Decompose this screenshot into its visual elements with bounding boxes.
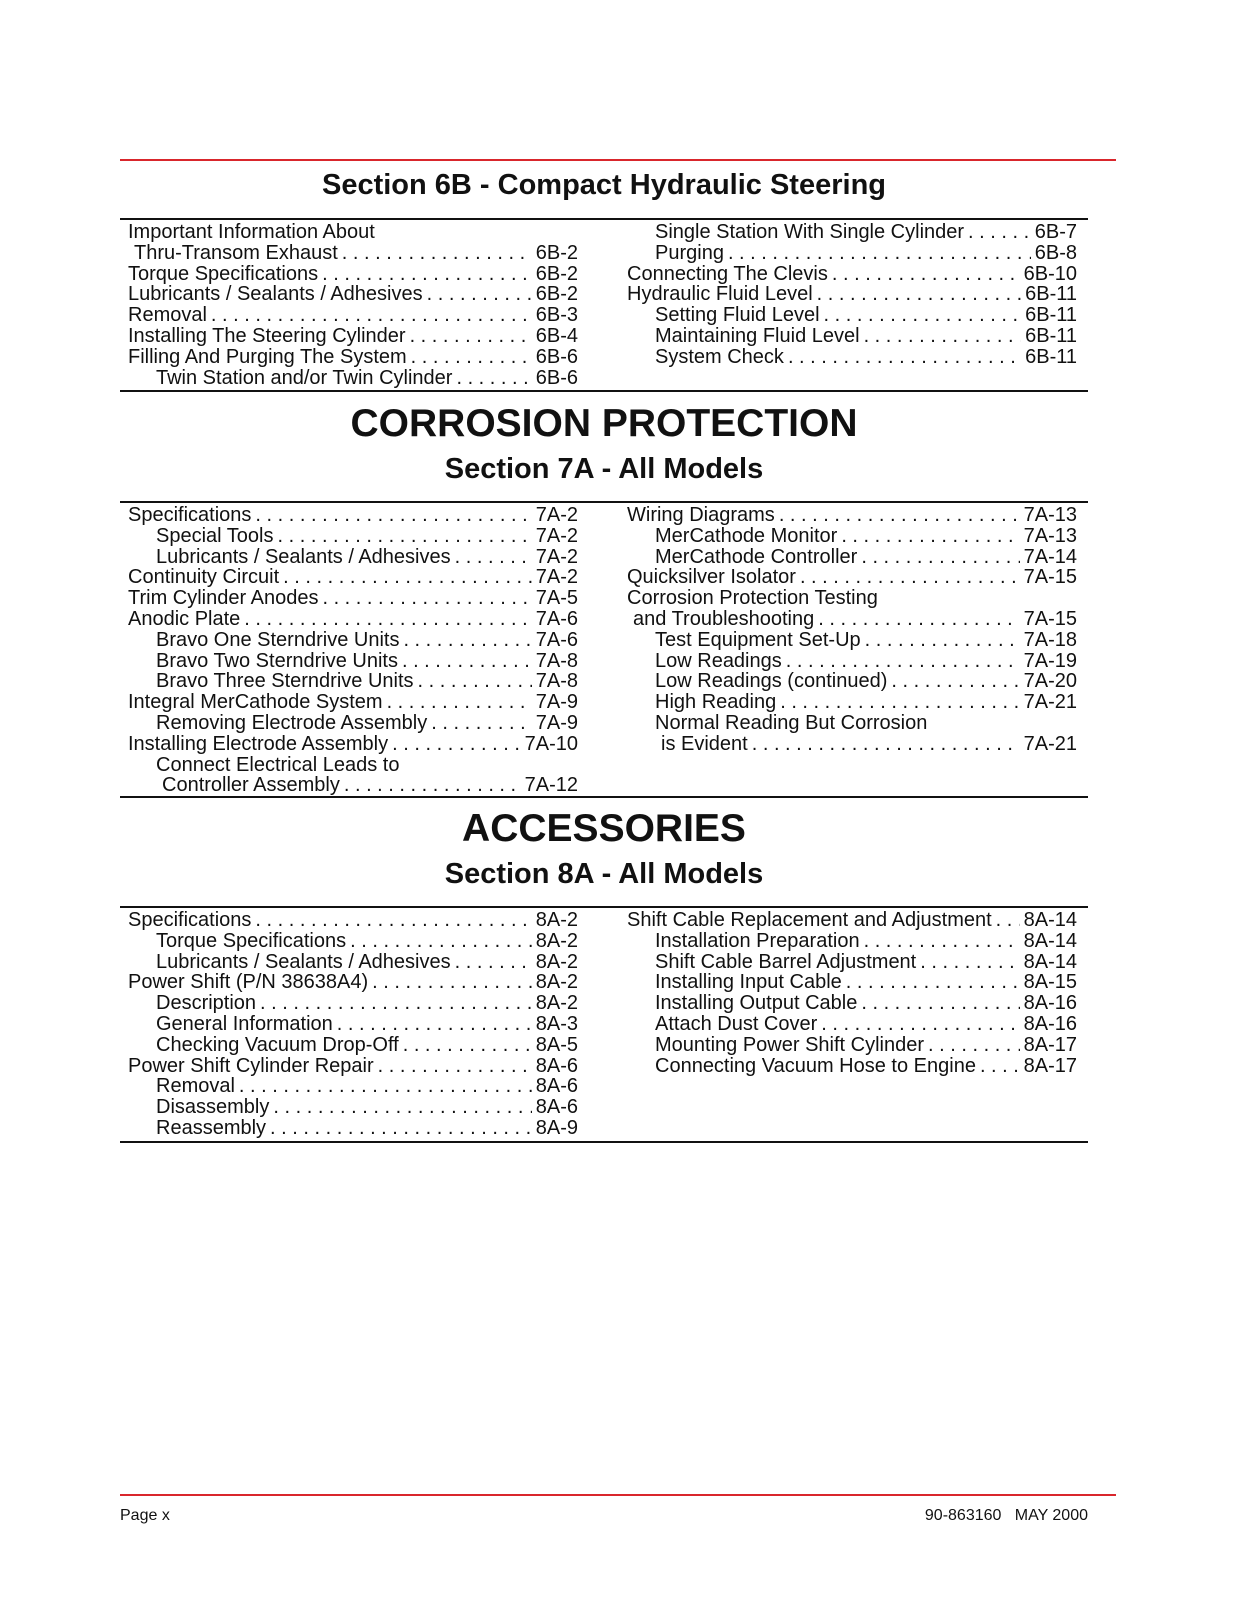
dot-leader [387,692,532,713]
section-8a-right-column [627,910,1077,1076]
toc-entry [128,547,578,568]
toc-entry-page: 8A-15 [1023,971,1077,994]
toc-entry-page: 7A-2 [535,566,578,589]
toc-entry-page: 7A-6 [535,628,578,651]
toc-entry-title: Removal [156,1075,235,1098]
toc-entry-page: 7A-9 [535,691,578,714]
dot-leader [864,931,1020,952]
toc-entry-page: 7A-6 [535,607,578,630]
toc-entry [128,1056,578,1077]
toc-entry-title: General Information [156,1012,333,1035]
toc-entry-title: and Troubleshooting [633,607,815,630]
toc-entry [128,755,578,776]
toc-entry [128,1035,578,1056]
dot-leader [861,993,1019,1014]
dot-leader [344,775,521,796]
toc-entry-page: 6B-4 [535,324,578,347]
toc-entry-page: 8A-9 [535,1116,578,1139]
toc-entry [627,734,1077,755]
toc-entry-title: Anodic Plate [128,607,241,630]
toc-entry-page: 6B-6 [535,345,578,368]
toc-entry-title: Power Shift (P/N 38638A4) [128,971,369,994]
section-6b-title: Section 6B - Compact Hydraulic Steering [321,169,886,201]
dot-leader [411,347,532,368]
toc-entry-title: Installing Electrode Assembly [128,732,389,755]
toc-entry-title: Installing Output Cable [655,992,858,1015]
toc-entry [128,972,578,993]
dot-leader [455,952,532,973]
toc-entry [627,972,1077,993]
toc-entry [128,1097,578,1118]
dot-leader [928,1035,1020,1056]
toc-entry-title: Bravo One Sterndrive Units [156,628,400,651]
dot-leader [403,630,531,651]
dot-leader [322,588,531,609]
toc-entry-page: 8A-5 [535,1033,578,1056]
toc-entry-title: Lubricants / Sealants / Adhesives [156,950,451,973]
toc-entry-page: 7A-12 [524,774,578,797]
toc-entry [128,368,578,389]
dot-leader [864,326,1022,347]
dot-leader [277,526,531,547]
toc-entry-page: 6B-2 [535,283,578,306]
toc-entry-title: MerCathode Controller [655,545,858,568]
toc-entry-title: Disassembly [156,1096,270,1119]
toc-entry-title: is Evident [661,732,748,755]
toc-entry-page: 7A-9 [535,711,578,734]
toc-entry-title: High Reading [655,691,777,714]
dot-leader [891,671,1019,692]
toc-entry [128,243,578,264]
toc-entry-page: 8A-17 [1023,1054,1077,1077]
toc-entry-title: Attach Dust Cover [655,1012,818,1035]
toc-entry-title: Normal Reading But Corrosion [655,711,928,734]
section-6b-rule-top [120,218,1088,220]
toc-entry-title: Shift Cable Replacement and Adjustment [627,909,992,931]
toc-entry [128,1118,578,1139]
accessories-heading: ACCESSORIES [462,807,746,850]
toc-entry-title: Maintaining Fluid Level [655,324,860,347]
section-8a-rule-top [120,906,1088,908]
toc-entry-page: 6B-11 [1025,345,1077,368]
dot-leader [427,284,532,305]
toc-entry-page: 6B-11 [1025,324,1077,347]
toc-entry-title: Test Equipment Set-Up [655,628,861,651]
toc-entry-title: Lubricants / Sealants / Adhesives [156,545,451,568]
toc-entry-page: 6B-11 [1025,283,1077,306]
toc-entry-page: 6B-6 [535,366,578,389]
dot-leader [821,1014,1019,1035]
toc-entry-title: Twin Station and/or Twin Cylinder [156,366,453,389]
toc-entry-page: 6B-10 [1023,262,1077,285]
toc-entry [128,713,578,734]
dot-leader [211,305,532,326]
dot-leader [239,1076,532,1097]
dot-leader [980,1056,1020,1077]
toc-entry-title: Continuity Circuit [128,566,280,589]
toc-entry-title: Low Readings (continued) [655,670,888,693]
toc-entry [128,993,578,1014]
toc-entry [128,1014,578,1035]
toc-entry-page: 8A-6 [535,1096,578,1119]
toc-entry-title: Setting Fluid Level [655,304,820,327]
toc-entry-title: Special Tools [156,524,274,547]
toc-entry [128,526,578,547]
toc-entry-title: Shift Cable Barrel Adjustment [655,950,917,973]
dot-leader [728,243,1031,264]
toc-entry [627,326,1077,347]
toc-entry [627,305,1077,326]
dot-leader [818,609,1019,630]
toc-entry [128,1076,578,1097]
toc-entry-title: Checking Vacuum Drop-Off [156,1033,399,1056]
toc-entry-page: 8A-16 [1023,1012,1077,1035]
section-7a-title: Section 7A - All Models [444,453,764,485]
section-8a-left-column [128,910,578,1139]
toc-entry [627,588,1077,609]
footer-document-id: 90-863160 MAY 2000 [924,1507,1088,1524]
toc-entry-page: 7A-18 [1023,628,1077,651]
dot-leader [270,1118,532,1139]
toc-entry-title: Lubricants / Sealants / Adhesives [128,283,423,306]
toc-entry-page: 7A-8 [535,670,578,693]
dot-leader [841,526,1019,547]
toc-entry-page: 7A-20 [1023,670,1077,693]
dot-leader [846,972,1020,993]
toc-entry [128,284,578,305]
toc-entry-title: Removing Electrode Assembly [156,711,428,734]
dot-leader [456,368,531,389]
toc-entry [627,713,1077,734]
toc-entry-title: Installation Preparation [655,929,860,952]
section-6b-right-column [627,222,1077,368]
toc-entry-page: 8A-2 [535,971,578,994]
toc-entry-page: 7A-21 [1023,732,1077,755]
toc-entry-page: 7A-15 [1023,607,1077,630]
toc-entry-title: Single Station With Single Cylinder [655,221,965,243]
toc-entry-title: Wiring Diagrams [627,504,775,526]
toc-entry [128,910,578,931]
toc-entry [128,567,578,588]
dot-leader [779,505,1020,526]
toc-entry [627,952,1077,973]
toc-entry-page: 8A-2 [535,929,578,952]
toc-entry-title: Corrosion Protection Testing [627,587,878,610]
dot-leader [283,567,532,588]
toc-entry-title: MerCathode Monitor [655,524,838,547]
toc-entry [627,547,1077,568]
toc-entry-page: 8A-2 [535,909,578,931]
section-8a-title: Section 8A - All Models [444,858,764,890]
toc-entry [627,505,1077,526]
toc-entry-title: Removal [128,304,207,327]
toc-entry [627,347,1077,368]
toc-entry-title: Connecting The Clevis [627,262,828,285]
toc-entry-title: Mounting Power Shift Cylinder [655,1033,925,1056]
toc-entry-title: Trim Cylinder Anodes [128,587,319,610]
toc-entry-page: 6B-8 [1034,241,1077,264]
toc-entry-page: 7A-2 [535,545,578,568]
toc-entry-page: 7A-21 [1023,691,1077,714]
section-7a-right-column [627,505,1077,755]
toc-entry-page: 8A-14 [1023,929,1077,952]
dot-leader [455,547,532,568]
toc-entry-title: Installing The Steering Cylinder [128,324,406,347]
toc-entry [128,505,578,526]
dot-leader [780,692,1019,713]
footer-page-number: Page x [120,1507,170,1524]
dot-leader [410,326,532,347]
toc-entry-title: Purging [655,241,724,264]
toc-entry-page: 8A-14 [1023,950,1077,973]
toc-entry [627,910,1077,931]
toc-entry-title: Filling And Purging The System [128,345,407,368]
toc-entry [128,651,578,672]
toc-entry-title: Torque Specifications [128,262,319,285]
toc-entry [128,630,578,651]
dot-leader [752,734,1020,755]
dot-leader [832,264,1020,285]
dot-leader [403,1035,532,1056]
toc-entry-title: Controller Assembly [162,774,340,797]
dot-leader [431,713,532,734]
toc-entry-page: 8A-16 [1023,992,1077,1015]
toc-entry [627,264,1077,285]
toc-entry-page: 6B-2 [535,262,578,285]
dot-leader [255,910,531,931]
section-7a-rule-bottom [120,796,1088,798]
toc-entry-page: 7A-10 [524,732,578,755]
dot-leader [372,972,532,993]
dot-leader [996,910,1020,931]
section-6b-rule-bottom [120,390,1088,392]
toc-entry [627,692,1077,713]
toc-entry [627,222,1077,243]
dot-leader [865,630,1020,651]
toc-entry-page: 7A-15 [1023,566,1077,589]
toc-entry [128,347,578,368]
toc-entry-page: 6B-7 [1034,221,1077,243]
toc-entry-title: Quicksilver Isolator [627,566,796,589]
toc-entry [128,588,578,609]
toc-entry-title: Integral MerCathode System [128,691,383,714]
toc-entry [627,609,1077,630]
toc-entry [627,630,1077,651]
toc-entry-title: Connect Electrical Leads to [156,753,400,776]
dot-leader [337,1014,532,1035]
toc-entry-title: Connecting Vacuum Hose to Engine [655,1054,976,1077]
toc-entry-page: 7A-2 [535,524,578,547]
toc-entry-page: 7A-13 [1023,524,1077,547]
dot-leader [824,305,1022,326]
dot-leader [402,651,532,672]
toc-entry-page: 8A-17 [1023,1033,1077,1056]
toc-entry-page: 7A-8 [535,649,578,672]
corrosion-heading: CORROSION PROTECTION [350,402,858,445]
toc-entry-title: Specifications [128,909,252,931]
toc-entry-page: 8A-6 [535,1075,578,1098]
section-7a-left-column [128,505,578,796]
dot-leader [861,547,1019,568]
toc-entry-title: Hydraulic Fluid Level [627,283,813,306]
toc-entry-page: 8A-2 [535,950,578,973]
toc-entry-title: Specifications [128,504,252,526]
toc-entry [128,775,578,796]
top-rule [120,159,1116,161]
toc-entry [627,671,1077,692]
toc-entry [128,931,578,952]
dot-leader [378,1056,532,1077]
toc-entry-title: System Check [655,345,784,368]
toc-entry [627,243,1077,264]
dot-leader [817,284,1021,305]
toc-entry [627,1035,1077,1056]
toc-entry-page: 7A-19 [1023,649,1077,672]
dot-leader [800,567,1020,588]
dot-leader [350,931,532,952]
dot-leader [418,671,532,692]
toc-entry-page: 7A-13 [1023,504,1077,526]
toc-entry-title: Low Readings [655,649,782,672]
section-7a-rule-top [120,501,1088,503]
toc-entry-page: 8A-3 [535,1012,578,1035]
section-8a-rule-bottom [120,1141,1088,1143]
dot-leader [788,347,1021,368]
dot-leader [968,222,1031,243]
dot-leader [786,651,1020,672]
toc-entry-page: 7A-2 [535,504,578,526]
toc-entry [128,952,578,973]
toc-entry [128,264,578,285]
toc-entry [128,734,578,755]
toc-entry [627,1056,1077,1077]
toc-entry-page: 6B-11 [1025,304,1077,327]
dot-leader [322,264,532,285]
dot-leader [392,734,520,755]
toc-entry-title: Bravo Two Sterndrive Units [156,649,398,672]
toc-entry [128,671,578,692]
dot-leader [255,505,531,526]
toc-entry [627,931,1077,952]
toc-entry-page: 8A-2 [535,992,578,1015]
toc-entry-title: Installing Input Cable [655,971,842,994]
dot-leader [920,952,1019,973]
toc-entry-title: Description [156,992,257,1015]
toc-entry [128,692,578,713]
toc-entry-page: 8A-6 [535,1054,578,1077]
toc-entry-page: 6B-2 [535,241,578,264]
toc-entry [627,567,1077,588]
toc-entry [627,526,1077,547]
toc-entry [128,609,578,630]
dot-leader [342,243,532,264]
toc-entry-page: 7A-14 [1023,545,1077,568]
toc-entry-title: Bravo Three Sterndrive Units [156,670,414,693]
toc-entry [627,993,1077,1014]
toc-entry-title: Important Information About [128,221,375,243]
footer-rule [120,1494,1116,1496]
dot-leader [273,1097,531,1118]
toc-entry [128,222,578,243]
toc-entry-title: Torque Specifications [156,929,347,952]
toc-entry-page: 7A-5 [535,587,578,610]
toc-entry [128,305,578,326]
toc-entry-title: Power Shift Cylinder Repair [128,1054,374,1077]
section-6b-left-column [128,222,578,388]
toc-entry-page: 6B-3 [535,304,578,327]
toc-entry-page: 8A-14 [1023,909,1077,931]
toc-entry-title: Reassembly [156,1116,267,1139]
toc-entry [627,284,1077,305]
toc-entry [627,1014,1077,1035]
toc-entry [627,651,1077,672]
dot-leader [260,993,532,1014]
toc-entry-title: Thru-Transom Exhaust [134,241,338,264]
toc-entry [128,326,578,347]
dot-leader [244,609,531,630]
